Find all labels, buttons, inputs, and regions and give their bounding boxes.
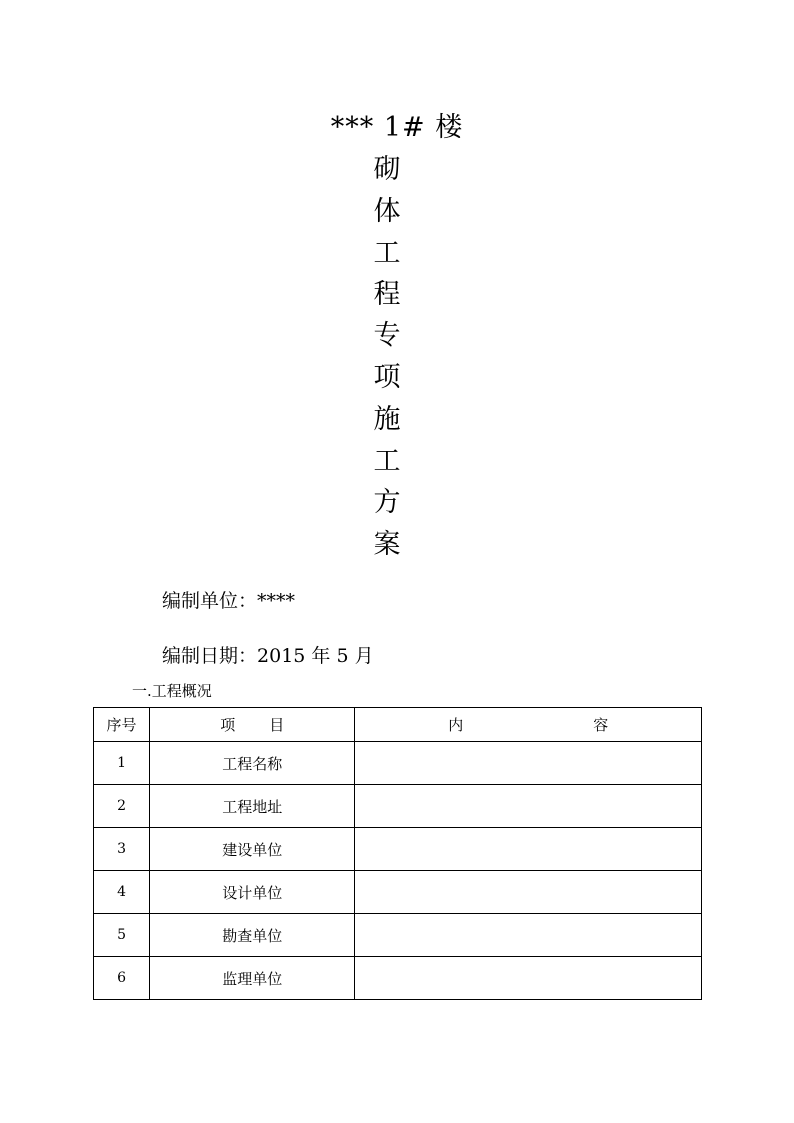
row-item: 工程地址	[150, 785, 355, 828]
table-header-row	[94, 708, 702, 742]
title-char: 体	[373, 196, 401, 227]
title-char: 砌	[373, 154, 401, 185]
row-content	[355, 957, 702, 1000]
header-no: 序号	[94, 708, 150, 742]
date-value: 2015 年 5 月	[257, 645, 374, 667]
row-no: 3	[94, 828, 150, 871]
table-row	[94, 871, 702, 914]
compiler-label: 编制单位：	[162, 590, 258, 612]
table-row	[94, 957, 702, 1000]
row-item: 勘查单位	[150, 914, 355, 957]
row-item: 设计单位	[150, 871, 355, 914]
title-char: 方	[373, 487, 401, 518]
date-line	[162, 644, 374, 668]
table-row	[94, 914, 702, 957]
title-char: 施	[373, 404, 401, 435]
title-char: 程	[373, 279, 401, 310]
row-no: 5	[94, 914, 150, 957]
header-content-char: 容	[593, 716, 609, 734]
header-content	[355, 708, 702, 742]
row-content	[355, 785, 702, 828]
row-item: 建设单位	[150, 828, 355, 871]
row-no: 1	[94, 742, 150, 785]
row-no: 6	[94, 957, 150, 1000]
title-char: 项	[373, 362, 401, 393]
row-content	[355, 828, 702, 871]
header-item-char: 目	[269, 716, 285, 734]
row-content	[355, 871, 702, 914]
table-row	[94, 742, 702, 785]
section-heading: 一.工程概况	[132, 682, 212, 700]
row-item: 工程名称	[150, 742, 355, 785]
header-content-char: 内	[448, 716, 464, 734]
title-char: 工	[373, 238, 401, 269]
title-char: 工	[373, 446, 401, 477]
project-overview-table	[93, 707, 702, 1000]
title-char: 专	[373, 320, 401, 351]
header-item	[150, 708, 355, 742]
title-char: 案	[373, 529, 401, 560]
header-item-char: 项	[220, 716, 236, 734]
compiler-line	[162, 589, 295, 613]
table-row	[94, 785, 702, 828]
compiler-value: ****	[257, 590, 296, 612]
row-item: 监理单位	[150, 957, 355, 1000]
row-no: 4	[94, 871, 150, 914]
row-content	[355, 914, 702, 957]
date-label: 编制日期：	[162, 645, 258, 667]
row-no: 2	[94, 785, 150, 828]
row-content	[355, 742, 702, 785]
document-title-line: *** 1# 楼	[330, 112, 464, 143]
table-row	[94, 828, 702, 871]
